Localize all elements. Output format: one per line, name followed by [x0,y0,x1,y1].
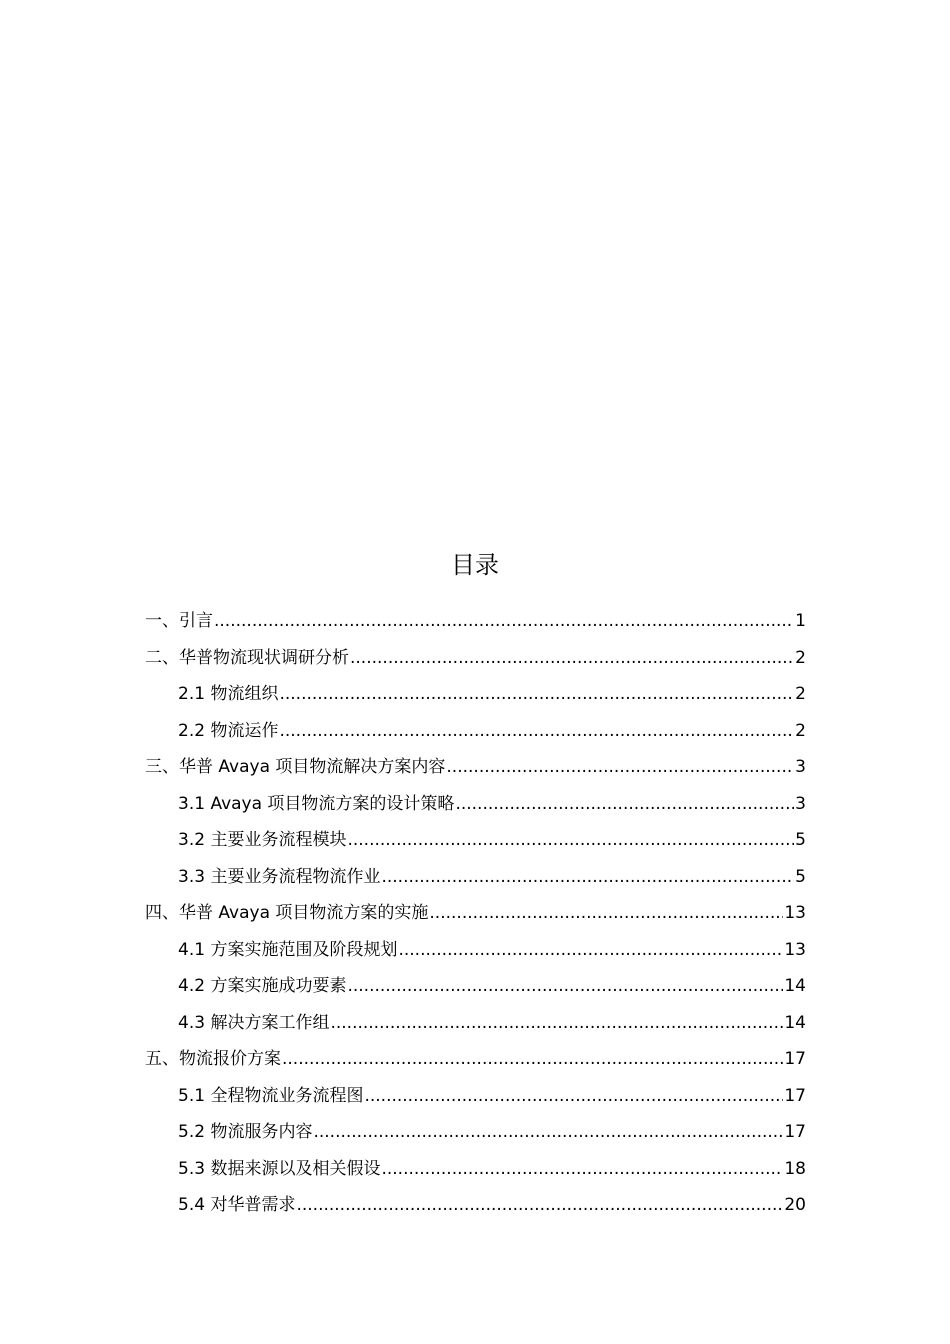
toc-page-number: 17 [784,1049,806,1069]
toc-page-number: 13 [784,903,806,923]
toc-entry[interactable] [145,786,806,823]
toc-page-number: 18 [784,1158,806,1179]
toc-dot-leader [446,749,794,786]
toc-entry-label: 4.1 方案实施范围及阶段规划 [178,939,398,960]
toc-entry[interactable] [145,713,806,750]
toc-page-number: 17 [784,1122,806,1142]
toc-entry-label: 一、引言 [145,611,213,631]
toc-entry[interactable] [145,676,806,713]
toc-dot-leader [350,640,794,677]
toc-dot-leader [398,932,783,969]
toc-dot-leader [347,968,783,1005]
toc-entry[interactable] [145,895,806,932]
toc-page-number: 2 [795,720,806,741]
toc-page-number: 5 [795,830,806,850]
toc-entry-label: 五、物流报价方案 [145,1049,281,1069]
toc-entry[interactable] [145,1005,806,1042]
toc-dot-leader [429,895,783,932]
toc-entry-label: 5.1 全程物流业务流程图 [178,1085,364,1106]
toc-page-number: 17 [784,1085,806,1106]
toc-entry-label: 4.3 解决方案工作组 [178,1012,330,1033]
toc-dot-leader [330,1005,783,1042]
toc-page-number: 2 [795,647,806,668]
toc-page-number: 3 [795,757,806,777]
toc-entry[interactable] [145,968,806,1005]
toc-page-number: 20 [784,1195,806,1215]
toc-entry-label: 四、华普 Avaya 项目物流方案的实施 [145,903,429,923]
toc-entry-label: 3.1 Avaya 项目物流方案的设计策略 [178,793,455,814]
toc-entry[interactable] [145,1114,806,1151]
toc-page-number: 3 [795,793,806,814]
toc-entry[interactable] [145,749,806,786]
toc-entry-label: 2.2 物流运作 [178,720,279,741]
toc-entry[interactable] [145,859,806,896]
toc-entry-label: 4.2 方案实施成功要素 [178,976,347,996]
toc-entry[interactable] [145,640,806,677]
toc-page-number: 2 [795,684,806,704]
toc-page-number: 1 [795,611,806,631]
toc-entry-label: 5.4 对华普需求 [178,1195,296,1215]
toc-entry-label: 3.3 主要业务流程物流作业 [178,866,381,887]
toc-page-number: 13 [784,939,806,960]
toc-entry[interactable] [145,822,806,859]
toc-entry[interactable] [145,1151,806,1188]
toc-page-number: 5 [795,866,806,887]
toc-dot-leader [282,1041,783,1078]
toc-entry-label: 5.2 物流服务内容 [178,1122,313,1142]
toc-dot-leader [214,603,794,640]
toc-entry[interactable] [145,1187,806,1224]
toc-page-number: 14 [784,976,806,996]
toc-entry[interactable] [145,1041,806,1078]
toc-entry-label: 三、华普 Avaya 项目物流解决方案内容 [145,757,446,777]
toc-dot-leader [381,1151,783,1188]
toc-entry-label: 二、华普物流现状调研分析 [145,647,349,668]
toc-dot-leader [364,1078,783,1115]
toc-entry-label: 3.2 主要业务流程模块 [178,830,347,850]
toc-entry[interactable] [145,603,806,640]
toc-entry[interactable] [145,932,806,969]
toc-page-number: 14 [784,1012,806,1033]
toc-entry-label: 2.1 物流组织 [178,684,279,704]
toc-dot-leader [347,822,794,859]
toc-dot-leader [296,1187,783,1224]
toc-dot-leader [279,676,794,713]
toc-entry[interactable] [145,1078,806,1115]
toc-dot-leader [381,859,794,896]
toc-title: 目录 [451,551,499,580]
toc-dot-leader [455,786,794,823]
table-of-contents [145,603,806,1224]
toc-entry-label: 5.3 数据来源以及相关假设 [178,1158,381,1179]
toc-dot-leader [279,713,794,750]
toc-dot-leader [313,1114,783,1151]
